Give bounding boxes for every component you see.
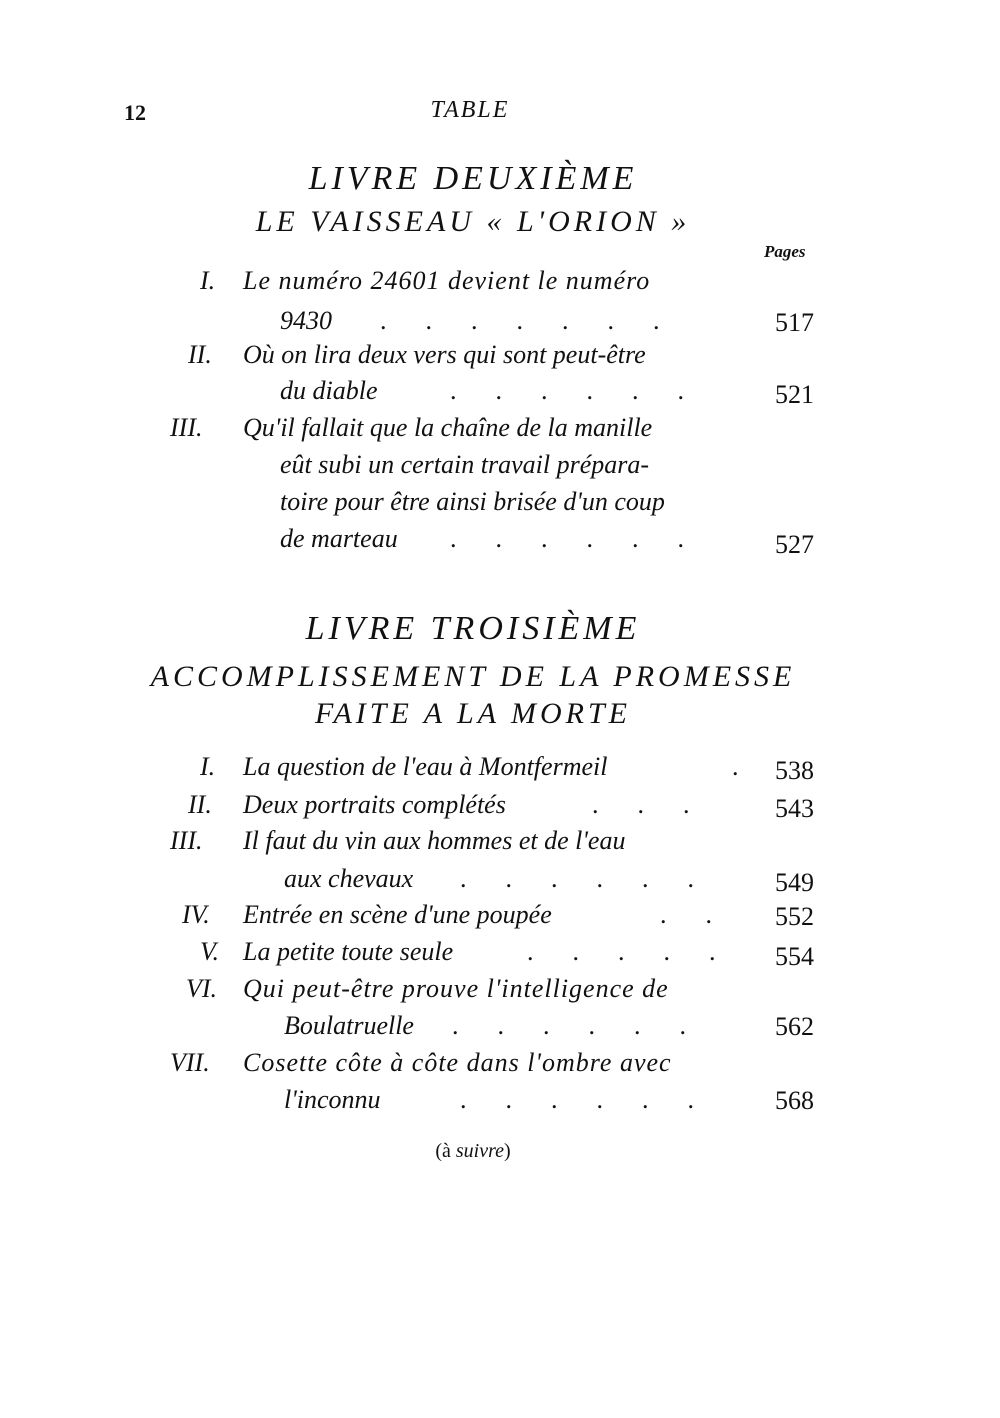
page-ref: 538 <box>775 756 814 785</box>
chapter-number: I. <box>200 752 216 781</box>
chapter-title-line: 9430 <box>280 306 332 335</box>
paren-close: ) <box>504 1140 511 1162</box>
book-2-title: LIVRE DEUXIÈME <box>308 160 638 197</box>
chapter-number: II. <box>188 790 212 819</box>
chapter-title-line: Cosette côte à côte dans l'ombre avec <box>243 1048 672 1077</box>
chapter-number: V. <box>200 937 220 966</box>
leader-dots: . . . . . <box>527 937 716 966</box>
leader-dots: . . . . . . <box>460 864 694 893</box>
chapter-title-line: l'inconnu <box>284 1085 381 1114</box>
book-3-subtitle-line-2: FAITE A LA MORTE <box>315 697 631 730</box>
chapter-title-line: toire pour être ainsi brisée d'un coup <box>280 487 665 516</box>
chapter-title-line: La petite toute seule <box>243 937 454 966</box>
page-ref: 568 <box>775 1086 814 1115</box>
chapter-title-line: Qui peut-être prouve l'intelligence de <box>243 974 669 1003</box>
chapter-title-line: Deux portraits complétés <box>243 790 506 819</box>
continued-a: à <box>441 1140 451 1162</box>
chapter-title-line: eût subi un certain travail prépara- <box>280 450 650 479</box>
book-2-subtitle: LE VAISSEAU « L'ORION » <box>255 205 691 238</box>
chapter-number: IV. <box>182 900 210 929</box>
page-number: 12 <box>124 100 146 125</box>
chapter-number: VI. <box>186 974 218 1003</box>
chapter-title-line: Le numéro 24601 devient le numéro <box>243 266 651 295</box>
leader-dots: . . . . . . <box>452 1011 686 1040</box>
page-ref: 554 <box>775 942 814 971</box>
chapter-title-line: du diable <box>280 376 378 405</box>
chapter-number: II. <box>188 340 212 369</box>
book-3-subtitle-line-1: ACCOMPLISSEMENT DE LA PROMESSE <box>150 660 796 693</box>
chapter-title-line: Boulatruelle <box>284 1011 414 1040</box>
page-ref: 552 <box>775 902 814 931</box>
leader-dots: . . . . . . <box>460 1085 694 1114</box>
chapter-title-line: Entrée en scène d'une poupée <box>243 900 552 929</box>
chapter-title-line: aux chevaux <box>284 864 414 893</box>
page-ref: 517 <box>775 308 814 337</box>
page-ref: 562 <box>775 1012 814 1041</box>
leader-dots: . . . . . . <box>450 376 684 405</box>
chapter-title-line: La question de l'eau à Montfermeil <box>243 752 608 781</box>
chapter-title-line: de marteau <box>280 524 398 553</box>
leader-dots: . . <box>660 900 712 929</box>
chapter-number: III. <box>170 826 203 855</box>
page-ref: 521 <box>775 380 814 409</box>
continued-word: suivre <box>455 1140 505 1162</box>
chapter-number: I. <box>200 266 216 295</box>
leader-dots: . <box>732 752 739 781</box>
chapter-number: VII. <box>170 1048 210 1077</box>
chapter-title-line: Il faut du vin aux hommes et de l'eau <box>243 826 626 855</box>
paren-open: ( <box>435 1140 442 1162</box>
running-title: TABLE <box>430 97 510 123</box>
pages-label: Pages <box>764 242 806 261</box>
page-ref: 527 <box>775 530 814 559</box>
chapter-title-line: Où on lira deux vers qui sont peut-être <box>243 340 646 369</box>
page-ref: 549 <box>775 868 814 897</box>
chapter-number: III. <box>170 413 203 442</box>
leader-dots: . . . . . . . <box>380 306 660 335</box>
leader-dots: . . . . . . <box>450 524 684 553</box>
page-ref: 543 <box>775 794 814 823</box>
leader-dots: . . . <box>592 790 690 819</box>
book-3-title: LIVRE TROISIÈME <box>305 610 641 647</box>
continued-note <box>0 1140 946 1163</box>
chapter-title-line: Qu'il fallait que la chaîne de la manille <box>243 413 653 442</box>
